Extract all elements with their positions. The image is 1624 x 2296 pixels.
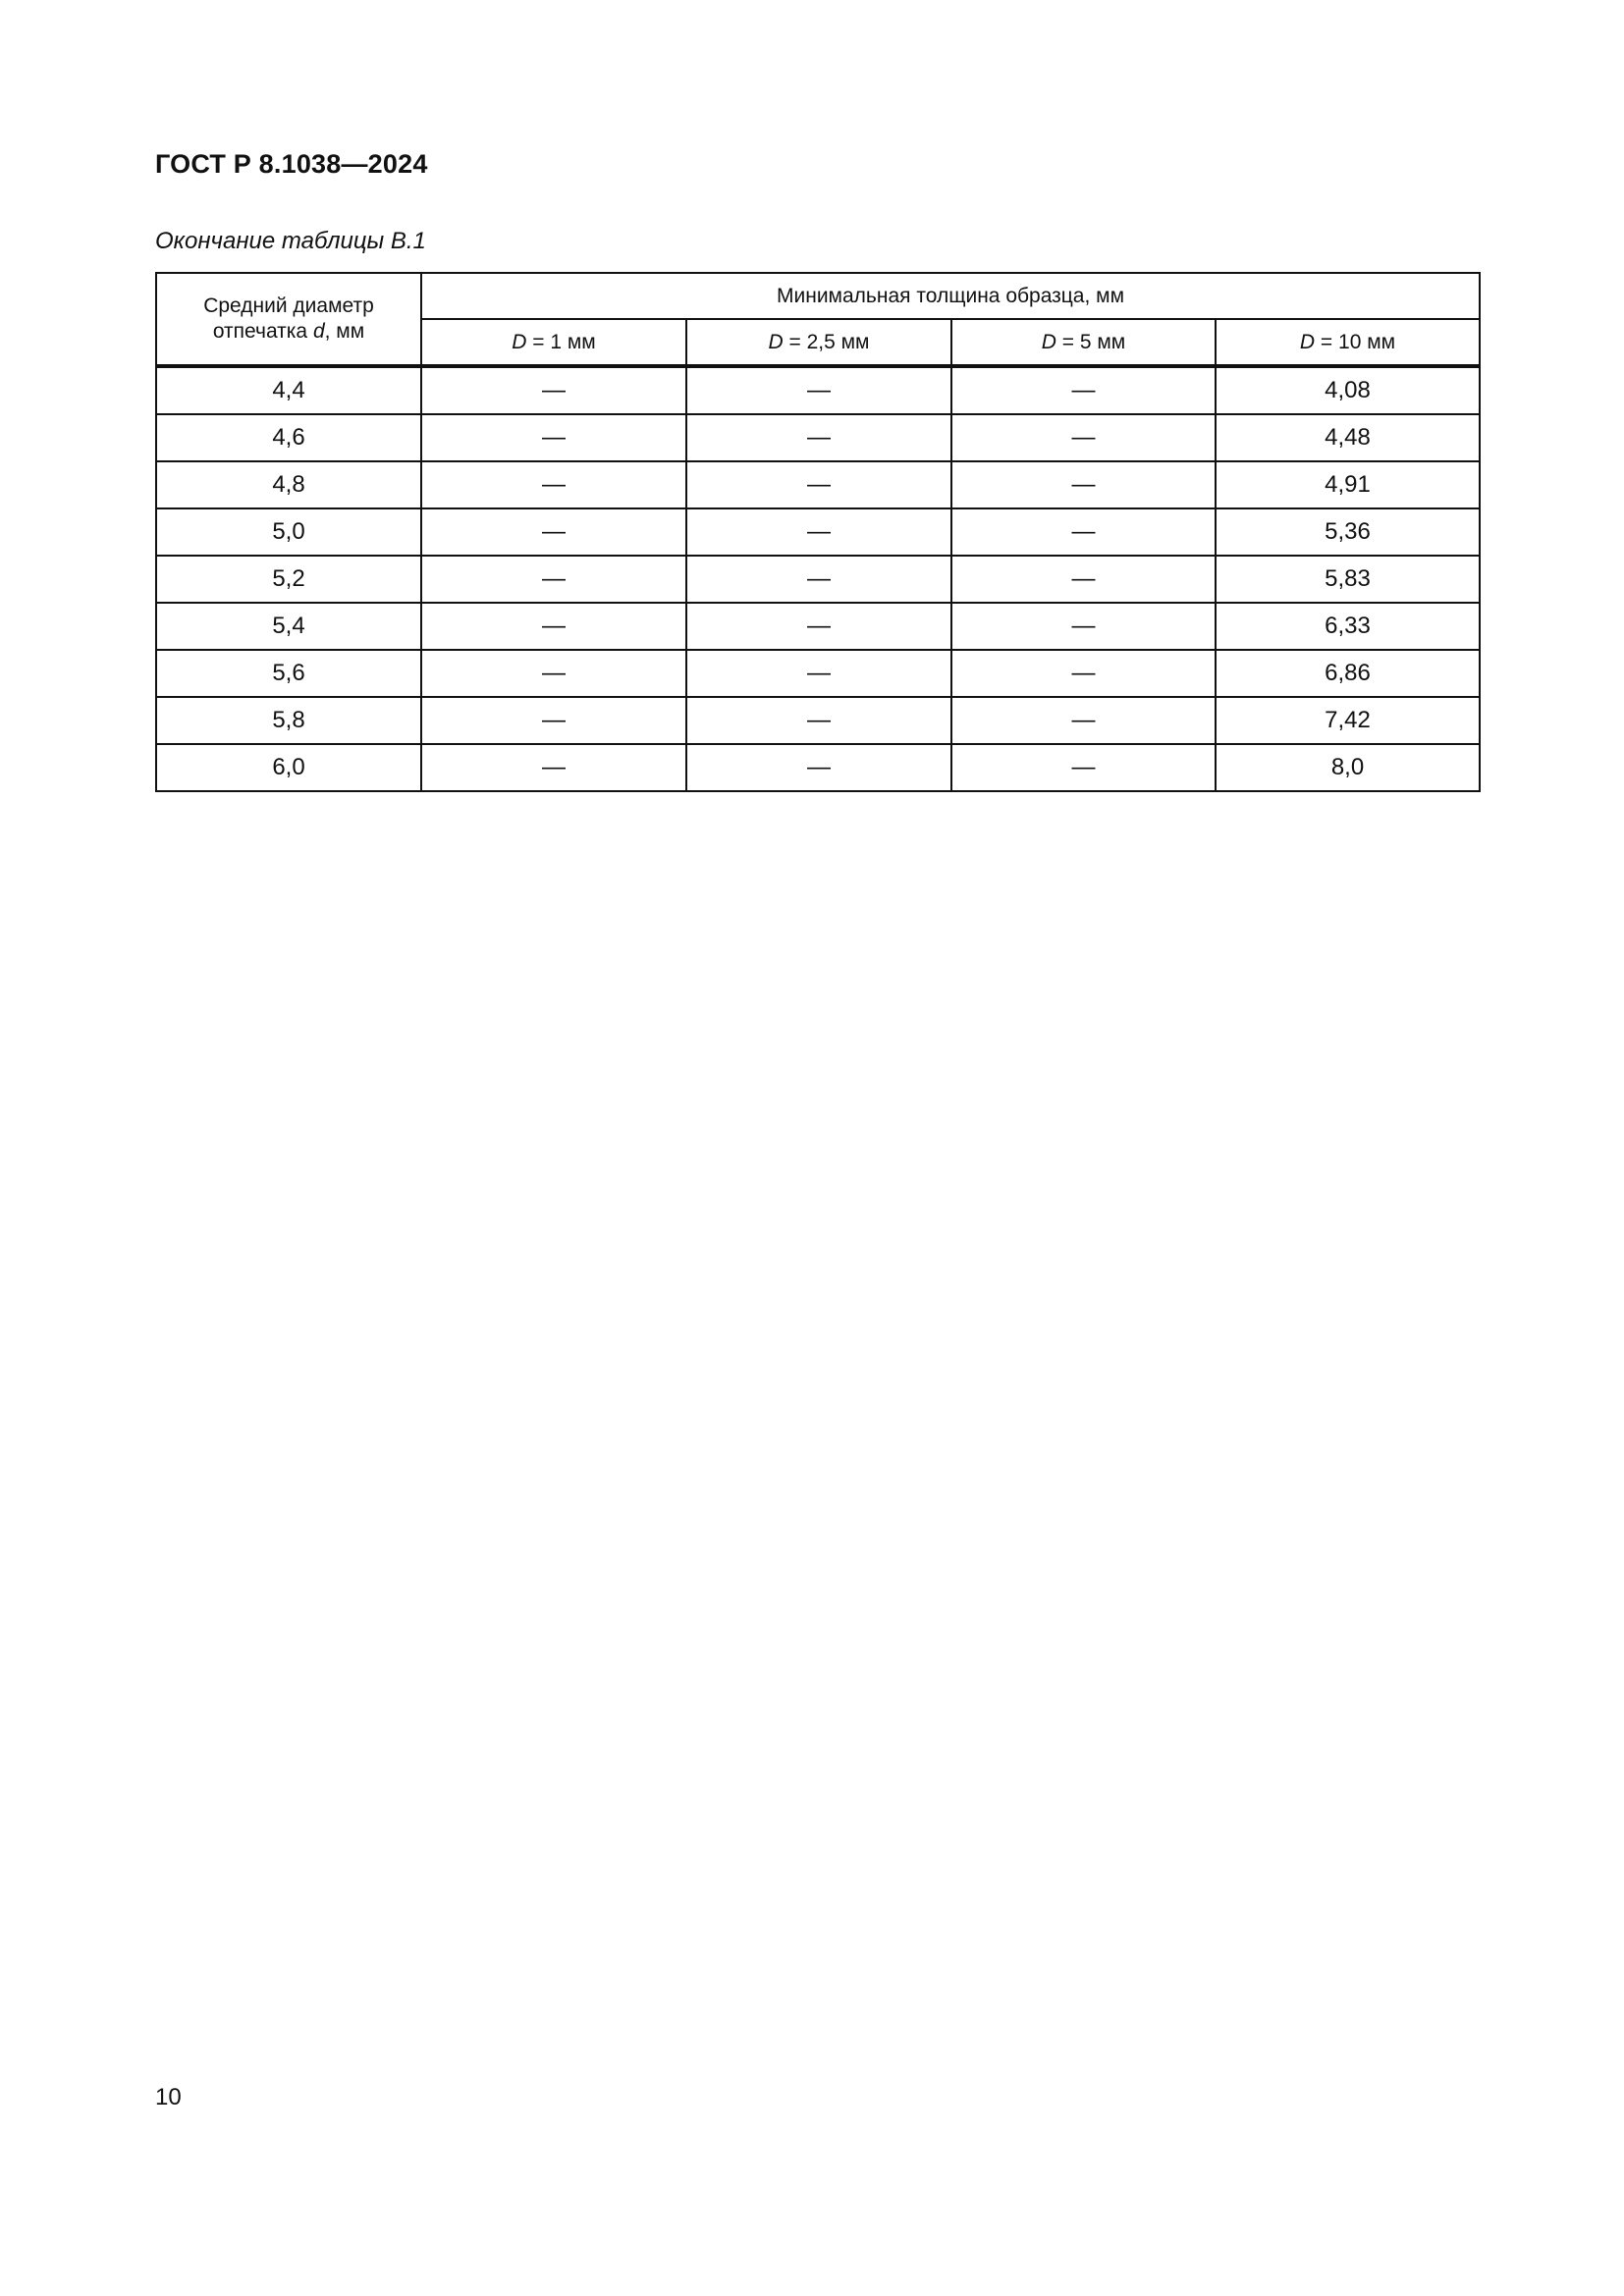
header-mean-diameter-line2-post: , мм (324, 320, 365, 343)
cell-d-2-5: — (686, 556, 951, 603)
header-mean-diameter-line2-pre: отпечатка (212, 320, 313, 343)
cell-diameter: 4,8 (156, 461, 421, 508)
cell-d-2-5: — (686, 366, 951, 414)
cell-d-10: 8,0 (1216, 744, 1480, 791)
cell-d-2-5: — (686, 744, 951, 791)
header-d-5 (951, 319, 1216, 366)
table-caption: Окончание таблицы В.1 (155, 228, 426, 254)
header-d-2-5-var: D (768, 330, 784, 353)
cell-diameter: 5,2 (156, 556, 421, 603)
cell-d-2-5: — (686, 461, 951, 508)
cell-d-10: 6,86 (1216, 650, 1480, 697)
cell-d-1: — (421, 650, 686, 697)
cell-d-10: 5,83 (1216, 556, 1480, 603)
table-row (156, 650, 1480, 697)
cell-d-10: 4,48 (1216, 414, 1480, 461)
table-row (156, 603, 1480, 650)
table-row (156, 414, 1480, 461)
cell-d-10: 4,91 (1216, 461, 1480, 508)
thickness-table (155, 272, 1481, 792)
cell-d-5: — (951, 603, 1216, 650)
cell-d-5: — (951, 650, 1216, 697)
cell-d-10: 5,36 (1216, 508, 1480, 556)
cell-d-5: — (951, 366, 1216, 414)
cell-d-10: 6,33 (1216, 603, 1480, 650)
cell-d-1: — (421, 697, 686, 744)
header-d-5-var: D (1041, 330, 1056, 353)
cell-d-5: — (951, 461, 1216, 508)
header-d-2-5-rest: = 2,5 мм (783, 330, 870, 353)
cell-d-2-5: — (686, 603, 951, 650)
table-row (156, 461, 1480, 508)
cell-d-1: — (421, 508, 686, 556)
cell-d-5: — (951, 744, 1216, 791)
header-d-1-rest: = 1 мм (526, 330, 596, 353)
cell-d-2-5: — (686, 697, 951, 744)
cell-d-1: — (421, 556, 686, 603)
cell-diameter: 5,0 (156, 508, 421, 556)
page-number: 10 (155, 2084, 182, 2110)
document-code: ГОСТ Р 8.1038—2024 (155, 149, 428, 179)
table-row (156, 556, 1480, 603)
header-min-thickness: Минимальная толщина образца, мм (421, 273, 1480, 319)
table-row (156, 744, 1480, 791)
cell-d-1: — (421, 461, 686, 508)
cell-diameter: 5,6 (156, 650, 421, 697)
header-d-1-var: D (512, 330, 527, 353)
cell-d-1: — (421, 366, 686, 414)
header-d-10-var: D (1299, 330, 1316, 353)
cell-d-2-5: — (686, 650, 951, 697)
cell-d-5: — (951, 697, 1216, 744)
cell-diameter: 6,0 (156, 744, 421, 791)
cell-d-1: — (421, 744, 686, 791)
header-d-2-5 (686, 319, 951, 366)
header-mean-diameter (156, 273, 421, 366)
table-row (156, 366, 1480, 414)
cell-diameter: 4,6 (156, 414, 421, 461)
header-d-5-rest: = 5 мм (1056, 330, 1126, 353)
cell-d-2-5: — (686, 414, 951, 461)
cell-d-5: — (951, 414, 1216, 461)
cell-d-10: 7,42 (1216, 697, 1480, 744)
header-d-10-rest: = 10 мм (1315, 330, 1396, 353)
cell-d-1: — (421, 603, 686, 650)
cell-diameter: 4,4 (156, 366, 421, 414)
header-mean-diameter-var: d (312, 320, 325, 343)
header-d-10 (1216, 319, 1480, 366)
cell-d-10: 4,08 (1216, 366, 1480, 414)
table-row (156, 697, 1480, 744)
cell-d-1: — (421, 414, 686, 461)
header-d-1 (421, 319, 686, 366)
cell-diameter: 5,4 (156, 603, 421, 650)
table-row (156, 508, 1480, 556)
cell-d-2-5: — (686, 508, 951, 556)
cell-diameter: 5,8 (156, 697, 421, 744)
cell-d-5: — (951, 508, 1216, 556)
cell-d-5: — (951, 556, 1216, 603)
header-mean-diameter-line1: Средний диаметр (203, 294, 374, 317)
